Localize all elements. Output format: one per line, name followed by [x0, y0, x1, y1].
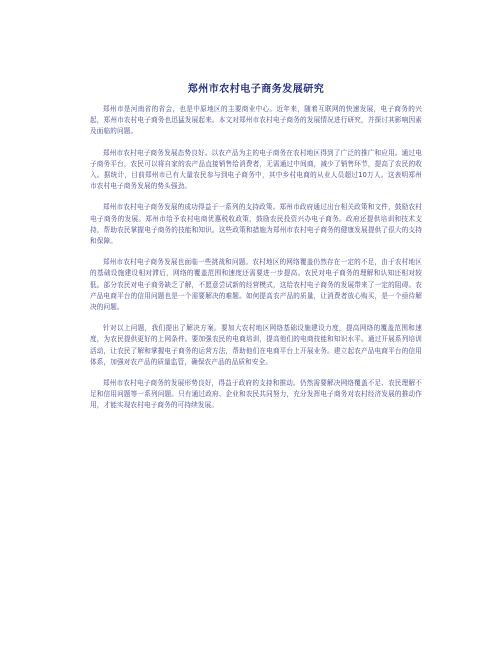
paragraph-policy-support: 郑州市农村电子商务发展的成功得益于一系列的支持政策。郑州市政府通过出台相关政策和文件，鼓励农村电子商务的发展。郑州市给予农村电商优惠税收政策，鼓励农民投资兴办电子商务。政府还提供培训和技术支持，帮助农民掌握电子商务的技能和知识。这些政策和措施为郑州市农村电子商务的健康发展提供了很大的支持和保障。: [90, 203, 422, 246]
document-title: 郑州市农村电子商务发展研究: [187, 84, 325, 95]
paragraph-conclusion: 郑州市农村电子商务的发展形势良好，得益于政府的支持和推动。仍然需要解决网络覆盖不足、农民理解不足和信用问题等一系列问题。只有通过政府、企业和农民共同努力，充分发挥电子商务对农村经济发展的推动作用，才能实现农村电子商务的可持续发展。: [90, 379, 422, 410]
paragraph-intro: 郑州市是河南省的省会，也是中原地区的主要商业中心。近年来，随着互联网的快速发展，电子商务的兴起，郑州市农村电子商务也迅猛发展起来。本文对郑州市农村电子商务的发展情况进行研究，并探讨其影响因素及面临的问题。: [90, 105, 422, 136]
paragraph-solutions: 针对以上问题，我们提出了解决方案。要加大农村地区网络基础设施建设力度，提高网络的覆盖范围和速度，为农民提供更好的上网条件。要加强农民的电商培训，提高他们的电商技能和知识水平。通过开展系列培训活动，让农民了解和掌握电子商务的运营方法，帮助他们在电商平台上开展业务。建立起农产品电商平台的信用体系，加强对农产品的质量监管，确保农产品的品质和安全。: [90, 324, 422, 366]
paragraph-challenges: 郑州市农村电子商务发展也面临一些挑战和问题。农村地区的网络覆盖仍然存在一定的不足，由于农村地区的基础设施建设相对滞后，网络的覆盖范围和速度还需要进一步提高。农民对电子商务的理解和认知还相对较低。部分农民对电子商务缺乏了解，不愿意尝试新的经营模式，这给农村电子商务的发展带来了一定的阻碍。农产品电商平台的信用问题也是一个需要解决的难题。如何提高农产品的质量，让消费者放心购买，是一个亟待解决的问题。: [90, 258, 422, 312]
document-page: [90, 80, 422, 422]
paragraph-development-status: 郑州市农村电子商务发展态势良好。以农产品为主的电子商务在农村地区得到了广泛的推广和应用。通过电子商务平台，农民可以将自家的农产品直接销售给消费者，无需通过中间商，减少了销售环节，提高了农民的收入。据统计，目前郑州市已有大量农民参与到电子商务中，其中乡村电商的从业人员超过10万人。这表明郑州市农村电子商务发展的势头强劲。: [90, 148, 422, 191]
